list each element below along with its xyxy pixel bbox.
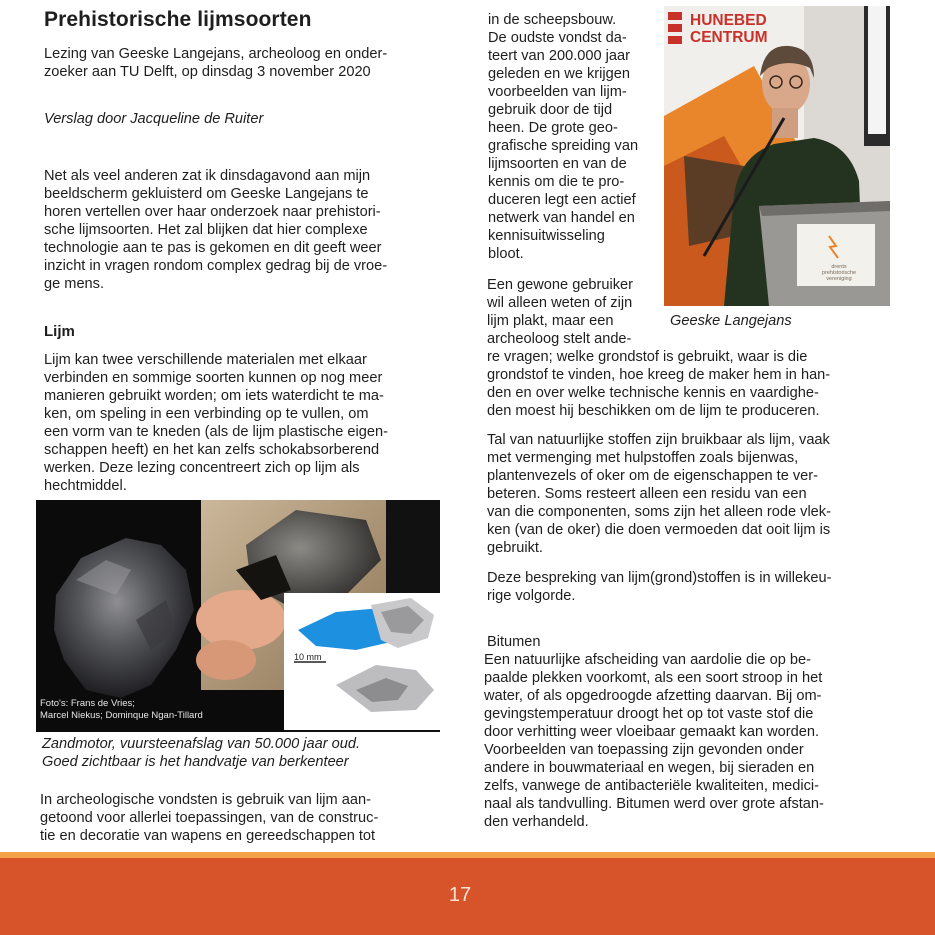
text-line: rige volgorde.: [487, 588, 576, 604]
text-line: gevingstemperatuur droogt het op tot vaste stof die: [484, 706, 814, 722]
text-line: inzicht in vragen rondom complex gedrag bij de vroe-: [44, 258, 388, 274]
text-line: getoond voor allerlei toepassingen, van de construc-: [40, 810, 379, 826]
text-line: duceren legt een actief: [488, 192, 636, 208]
text-line: ge mens.: [44, 276, 105, 292]
text-line: sche lijmsoorten. Het zal blijken dat hier complexe: [44, 222, 368, 238]
photo-credit: [40, 698, 203, 722]
text-line: Tal van natuurlijke stoffen zijn bruikbaar als lijm, vaak: [487, 432, 830, 448]
text-line: andere in bouwmateriaal en wegen, bij sieraden en: [484, 760, 815, 776]
text-line: re vragen; welke grondstof is gebruikt, waar is die: [487, 349, 808, 365]
gebruiker-paragraph-wide: [487, 348, 830, 420]
credit-line: Foto's: Frans de Vries;: [40, 698, 135, 709]
archeo-paragraph: [40, 791, 378, 845]
hunebed-sign: [690, 12, 768, 46]
text-line: manieren gebruikt worden; om iets waterdicht te ma-: [44, 388, 384, 404]
text-line: archeoloog stelt ande-: [487, 331, 632, 347]
text-line: den verhandeld.: [484, 814, 589, 830]
text-line: schappen heeft) en het kan zelfs schokabsorberend: [44, 442, 380, 458]
text-line: In archeologische vondsten is gebruik van lijm aan-: [40, 792, 371, 808]
page-number: 17: [448, 884, 472, 906]
caption-line: Zandmotor, vuursteenafslag van 50.000 jaar oud.: [42, 736, 361, 752]
lijm-paragraph: [44, 351, 388, 495]
text-line: grondstof te vinden, hoe kreeg de maker hem in han-: [487, 367, 831, 383]
lectern-label: [800, 264, 878, 282]
credit-line: Marcel Niekus; Dominque Ngan-Tillard: [40, 710, 203, 721]
text-line: De oudste vondst da-: [488, 30, 627, 46]
speaker-photo-graphic: [664, 6, 890, 306]
text-line: in de scheepsbouw.: [488, 12, 617, 28]
text-line: bloot.: [488, 246, 524, 262]
text-line: grafische spreiding van: [488, 138, 639, 154]
byline: Verslag door Jacqueline de Ruiter: [44, 111, 264, 127]
lectern-line: drents: [831, 264, 847, 270]
text-line: zelfs, vanwege de antibacteriële kwaliteiten, medici-: [484, 778, 820, 794]
scale-label: 10 mm: [294, 652, 322, 662]
intro-paragraph: [44, 167, 387, 293]
text-line: kennisuitwisseling: [488, 228, 605, 244]
text-line: met vermenging met hulpstoffen zoals bijenwas,: [487, 450, 799, 466]
lectern-line: vereniging: [826, 276, 852, 282]
text-line: technologie aan te pas is gekomen en dit geeft weer: [44, 240, 382, 256]
article-title: Prehistorische lijmsoorten: [44, 8, 312, 31]
sign-line: HUNEBED: [690, 12, 767, 29]
figure-caption: [42, 735, 360, 771]
text-line: ken (van de oker) die doen vermoeden dat ooit lijm is: [487, 522, 831, 538]
text-line: heen. De grote geo-: [488, 120, 618, 136]
text-line: paalde plekken voorkomt, als een soort stroop in het: [484, 670, 823, 686]
text-line: wil alleen weten of zijn: [487, 295, 633, 311]
bitumen-paragraph: [484, 651, 824, 831]
text-line: den moest hij beschikken om de lijm te produceren.: [487, 403, 820, 419]
text-line: water, of als opgedroogde afzetting daarvan. Bij om-: [484, 688, 822, 704]
subtitle-line: Lezing van Geeske Langejans, archeoloog en onder-: [44, 46, 388, 62]
text-line: geleden en we krijgen: [488, 66, 630, 82]
text-line: Deze bespreking van lijm(grond)stoffen is in willekeu-: [487, 570, 832, 586]
text-line: naal als tandvulling. Bitumen werd over grote afstan-: [484, 796, 824, 812]
text-line: Een natuurlijke afscheiding van aardolie die op be-: [484, 652, 811, 668]
caption-line: Goed zichtbaar is het handvatje van berkenteer: [42, 754, 349, 770]
stoffen-paragraph: [487, 431, 831, 557]
text-line: Lijm kan twee verschillende materialen met elkaar: [44, 352, 367, 368]
text-line: beteren. Soms resteert alleen een residu van een: [487, 486, 807, 502]
text-line: hechtmiddel.: [44, 478, 127, 494]
text-line: een vorm van te kneden (als de lijm plastische eigen-: [44, 424, 388, 440]
bespreking-paragraph: [487, 569, 831, 605]
text-line: door verhitting weer vloeibaar gemaakt kan worden.: [484, 724, 820, 740]
text-line: gebruikt.: [487, 540, 543, 556]
text-line: Net als veel anderen zat ik dinsdagavond aan mijn: [44, 168, 371, 184]
text-line: teert van 200.000 jaar: [488, 48, 630, 64]
text-line: beeldscherm gekluisterd om Geeske Langejans te: [44, 186, 369, 202]
text-line: voorbeelden van lijm-: [488, 84, 627, 100]
text-line: ken, om speling in een verbinding op te vullen, om: [44, 406, 369, 422]
speaker-caption: Geeske Langejans: [670, 313, 792, 329]
right-top-paragraph: [488, 11, 638, 263]
gebruiker-paragraph-narrow: [487, 276, 633, 348]
flint-figure: [36, 500, 440, 732]
text-line: kennis om die te pro-: [488, 174, 625, 190]
text-line: plantenvezels of oker om de eigenschappen te ver-: [487, 468, 818, 484]
text-line: lijm plakt, maar een: [487, 313, 614, 329]
subtitle-line: zoeker aan TU Delft, op dinsdag 3 november 2020: [44, 64, 371, 80]
text-line: horen vertellen over haar onderzoek naar prehistori-: [44, 204, 381, 220]
text-line: lijmsoorten en van de: [488, 156, 627, 172]
text-line: Voorbeelden van toepassing zijn gevonden onder: [484, 742, 804, 758]
text-line: den en over welke technische kennis en vaardighe-: [487, 385, 819, 401]
speaker-photo: [664, 6, 890, 306]
text-line: verbinden en sommige soorten kunnen op nog meer: [44, 370, 383, 386]
lectern-line: prehistorische: [821, 270, 857, 276]
text-line: gebruik door de tijd: [488, 102, 613, 118]
section-heading-bitumen: Bitumen: [487, 634, 541, 650]
text-line: Een gewone gebruiker: [487, 277, 634, 293]
section-heading-lijm: Lijm: [44, 323, 75, 340]
text-line: tie en decoratie van wapens en gereedschappen tot: [40, 828, 376, 844]
sign-line: CENTRUM: [690, 29, 768, 46]
text-line: werken. Deze lezing concentreert zich op lijm als: [44, 460, 360, 476]
article-subtitle: [44, 45, 387, 81]
text-line: van die componenten, soms zijn het alleen rode vlek-: [487, 504, 831, 520]
text-line: netwerk van handel en: [488, 210, 635, 226]
